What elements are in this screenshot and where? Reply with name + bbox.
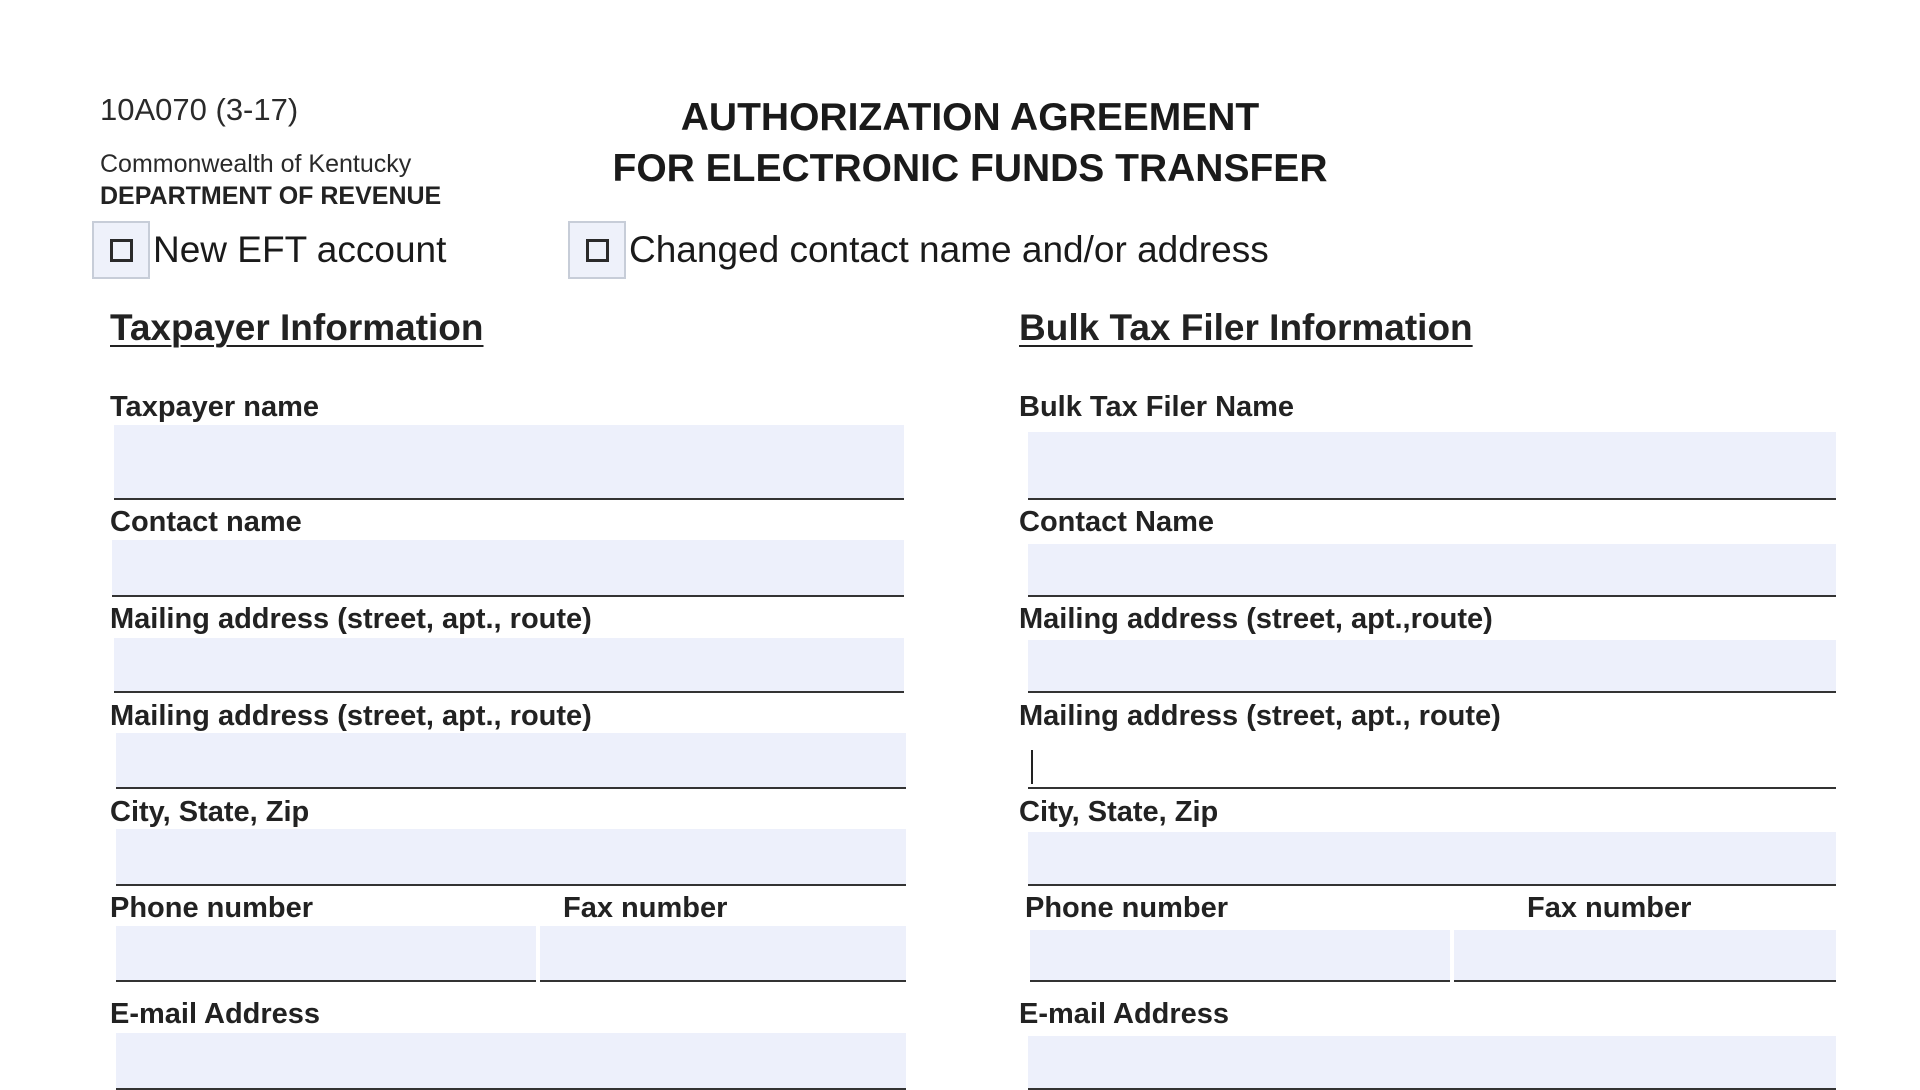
taxpayer-mailing-address-1-label: Mailing address (street, apt., route) [110, 603, 592, 635]
bulk-tax-filer-information-heading: Bulk Tax Filer Information [1019, 307, 1473, 348]
form-number: 10A070 (3-17) [100, 92, 299, 127]
bulk-filer-mailing-address-2-field[interactable] [1028, 740, 1836, 789]
taxpayer-contact-name-label: Contact name [110, 506, 302, 538]
taxpayer-information-heading: Taxpayer Information [110, 307, 484, 348]
bulk-filer-mailing-address-1-label: Mailing address (street, apt.,route) [1019, 603, 1493, 635]
taxpayer-email-field[interactable] [116, 1033, 906, 1090]
bulk-filer-name-label: Bulk Tax Filer Name [1019, 391, 1295, 423]
taxpayer-city-state-zip-label: City, State, Zip [110, 796, 310, 828]
bulk-filer-email-field[interactable] [1028, 1036, 1836, 1090]
taxpayer-mailing-address-2-field[interactable] [116, 733, 906, 789]
bulk-filer-mailing-address-1-field[interactable] [1028, 640, 1836, 693]
taxpayer-fax-number-field[interactable] [540, 926, 906, 982]
new-eft-account-label: New EFT account [153, 229, 447, 270]
checkbox-square-icon [586, 239, 609, 262]
taxpayer-phone-number-label: Phone number [110, 892, 314, 924]
taxpayer-fax-number-label: Fax number [563, 892, 728, 924]
agency-state-name: Commonwealth of Kentucky [100, 150, 412, 178]
changed-contact-label: Changed contact name and/or address [629, 229, 1269, 270]
taxpayer-mailing-address-1-field[interactable] [114, 638, 904, 693]
bulk-filer-fax-number-field[interactable] [1454, 930, 1836, 982]
changed-contact-option[interactable] [568, 221, 1269, 279]
bulk-filer-name-field[interactable] [1028, 432, 1836, 500]
taxpayer-email-label: E-mail Address [110, 998, 321, 1030]
agency-department-name: DEPARTMENT OF REVENUE [100, 182, 442, 210]
bulk-filer-city-state-zip-label: City, State, Zip [1019, 796, 1219, 828]
taxpayer-city-state-zip-field[interactable] [116, 829, 906, 886]
form-title-line-2: FOR ELECTRONIC FUNDS TRANSFER [612, 147, 1328, 190]
changed-contact-checkbox[interactable] [568, 221, 626, 279]
bulk-filer-fax-number-label: Fax number [1527, 892, 1692, 924]
bulk-filer-city-state-zip-field[interactable] [1028, 832, 1836, 886]
new-eft-account-option[interactable] [92, 221, 446, 279]
bulk-filer-contact-name-label: Contact Name [1019, 506, 1214, 538]
taxpayer-name-field[interactable] [114, 425, 904, 500]
bulk-filer-mailing-address-2-label: Mailing address (street, apt., route) [1019, 700, 1501, 732]
bulk-filer-phone-number-field[interactable] [1030, 930, 1450, 982]
taxpayer-name-label: Taxpayer name [110, 391, 320, 423]
form-title [560, 92, 1380, 194]
taxpayer-phone-number-field[interactable] [116, 926, 536, 982]
form-title-line-1: AUTHORIZATION AGREEMENT [680, 96, 1260, 139]
text-cursor [1031, 750, 1033, 784]
taxpayer-mailing-address-2-label: Mailing address (street, apt., route) [110, 700, 592, 732]
checkbox-square-icon [110, 239, 133, 262]
bulk-filer-contact-name-field[interactable] [1028, 544, 1836, 597]
bulk-filer-phone-number-label: Phone number [1025, 892, 1229, 924]
bulk-filer-email-label: E-mail Address [1019, 998, 1230, 1030]
new-eft-account-checkbox[interactable] [92, 221, 150, 279]
taxpayer-contact-name-field[interactable] [112, 540, 904, 597]
